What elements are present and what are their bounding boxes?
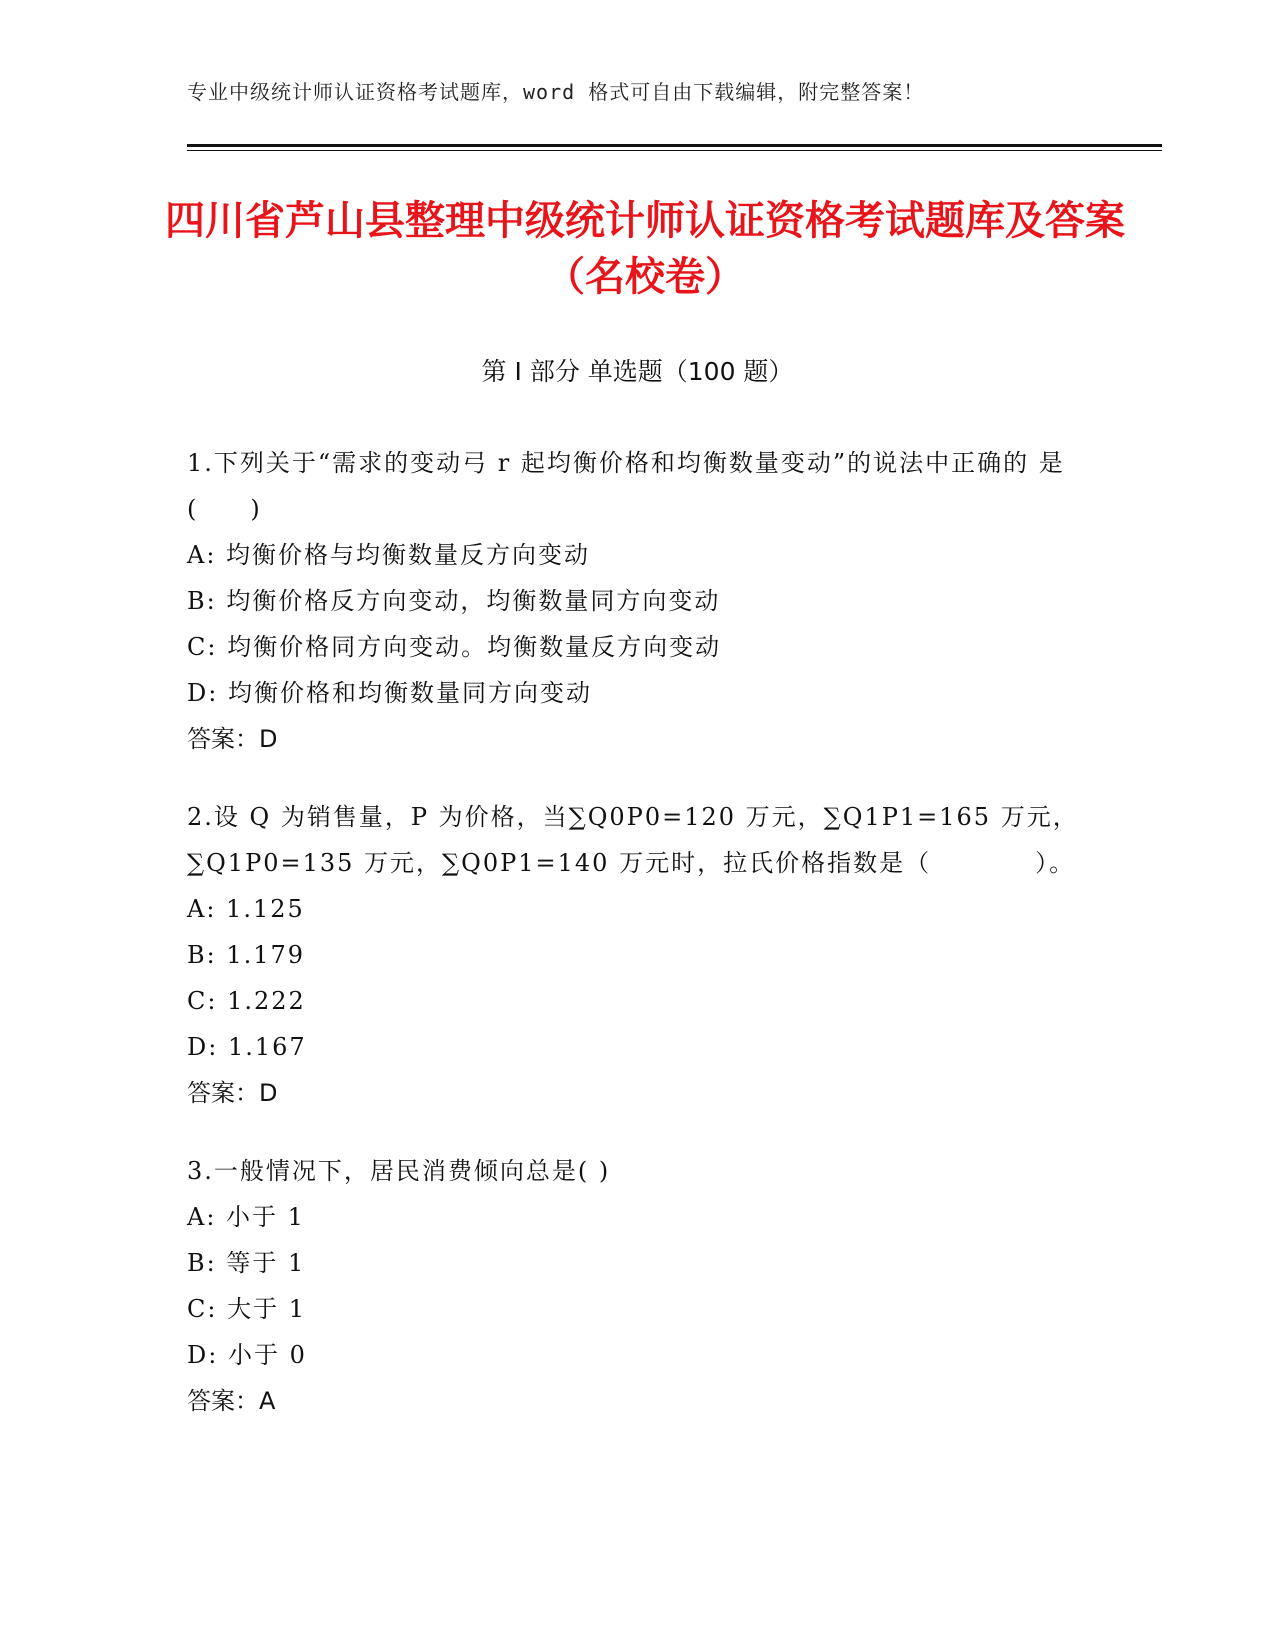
header-rule-thin — [187, 150, 1162, 151]
question-1 — [187, 440, 1107, 762]
option-b: B: 均衡价格反方向变动，均衡数量同方向变动 — [187, 587, 721, 615]
section-title: 第 I 部分 单选题（100 题） — [481, 357, 794, 386]
option-c: C: 1.222 — [187, 987, 306, 1015]
answer: 答案：A — [187, 1387, 276, 1415]
answer: 答案：D — [187, 725, 278, 753]
option-b: B: 等于 1 — [187, 1249, 306, 1277]
question-3 — [187, 1148, 1107, 1424]
header-note: 专业中级统计师认证资格考试题库，word 格式可自由下载编辑，附完整答案！ — [187, 80, 925, 104]
option-a: A: 1.125 — [187, 895, 305, 923]
option-d: D: 1.167 — [187, 1033, 307, 1061]
question-list — [187, 440, 1107, 1456]
option-a: A: 均衡价格与均衡数量反方向变动 — [187, 541, 591, 569]
question-text: 1.下列关于“需求的变动弓 r 起均衡价格和均衡数量变动”的说法中正确的 是( ) — [187, 449, 1065, 523]
option-c: C: 大于 1 — [187, 1295, 306, 1323]
question-2 — [187, 794, 1107, 1116]
question-text: 3.一般情况下，居民消费倾向总是( ) — [187, 1157, 611, 1185]
option-c: C: 均衡价格同方向变动。均衡数量反方向变动 — [187, 633, 722, 661]
header-rule-thick — [187, 144, 1162, 147]
option-d: D: 均衡价格和均衡数量同方向变动 — [187, 679, 592, 707]
answer: 答案：D — [187, 1079, 278, 1107]
document-title: 四川省芦山县整理中级统计师认证资格考试题库及答案（名校卷） — [165, 198, 1125, 300]
option-d: D: 小于 0 — [187, 1341, 307, 1369]
option-b: B: 1.179 — [187, 941, 306, 969]
option-a: A: 小于 1 — [187, 1203, 305, 1231]
question-text: 2.设 Q 为销售量，P 为价格，当∑Q0P0=120 万元，∑Q1P1=165 万元，∑Q1P0=135 万元，∑Q0P1=140 万元时，拉氏价格指数是（ ）。 — [187, 803, 1079, 877]
